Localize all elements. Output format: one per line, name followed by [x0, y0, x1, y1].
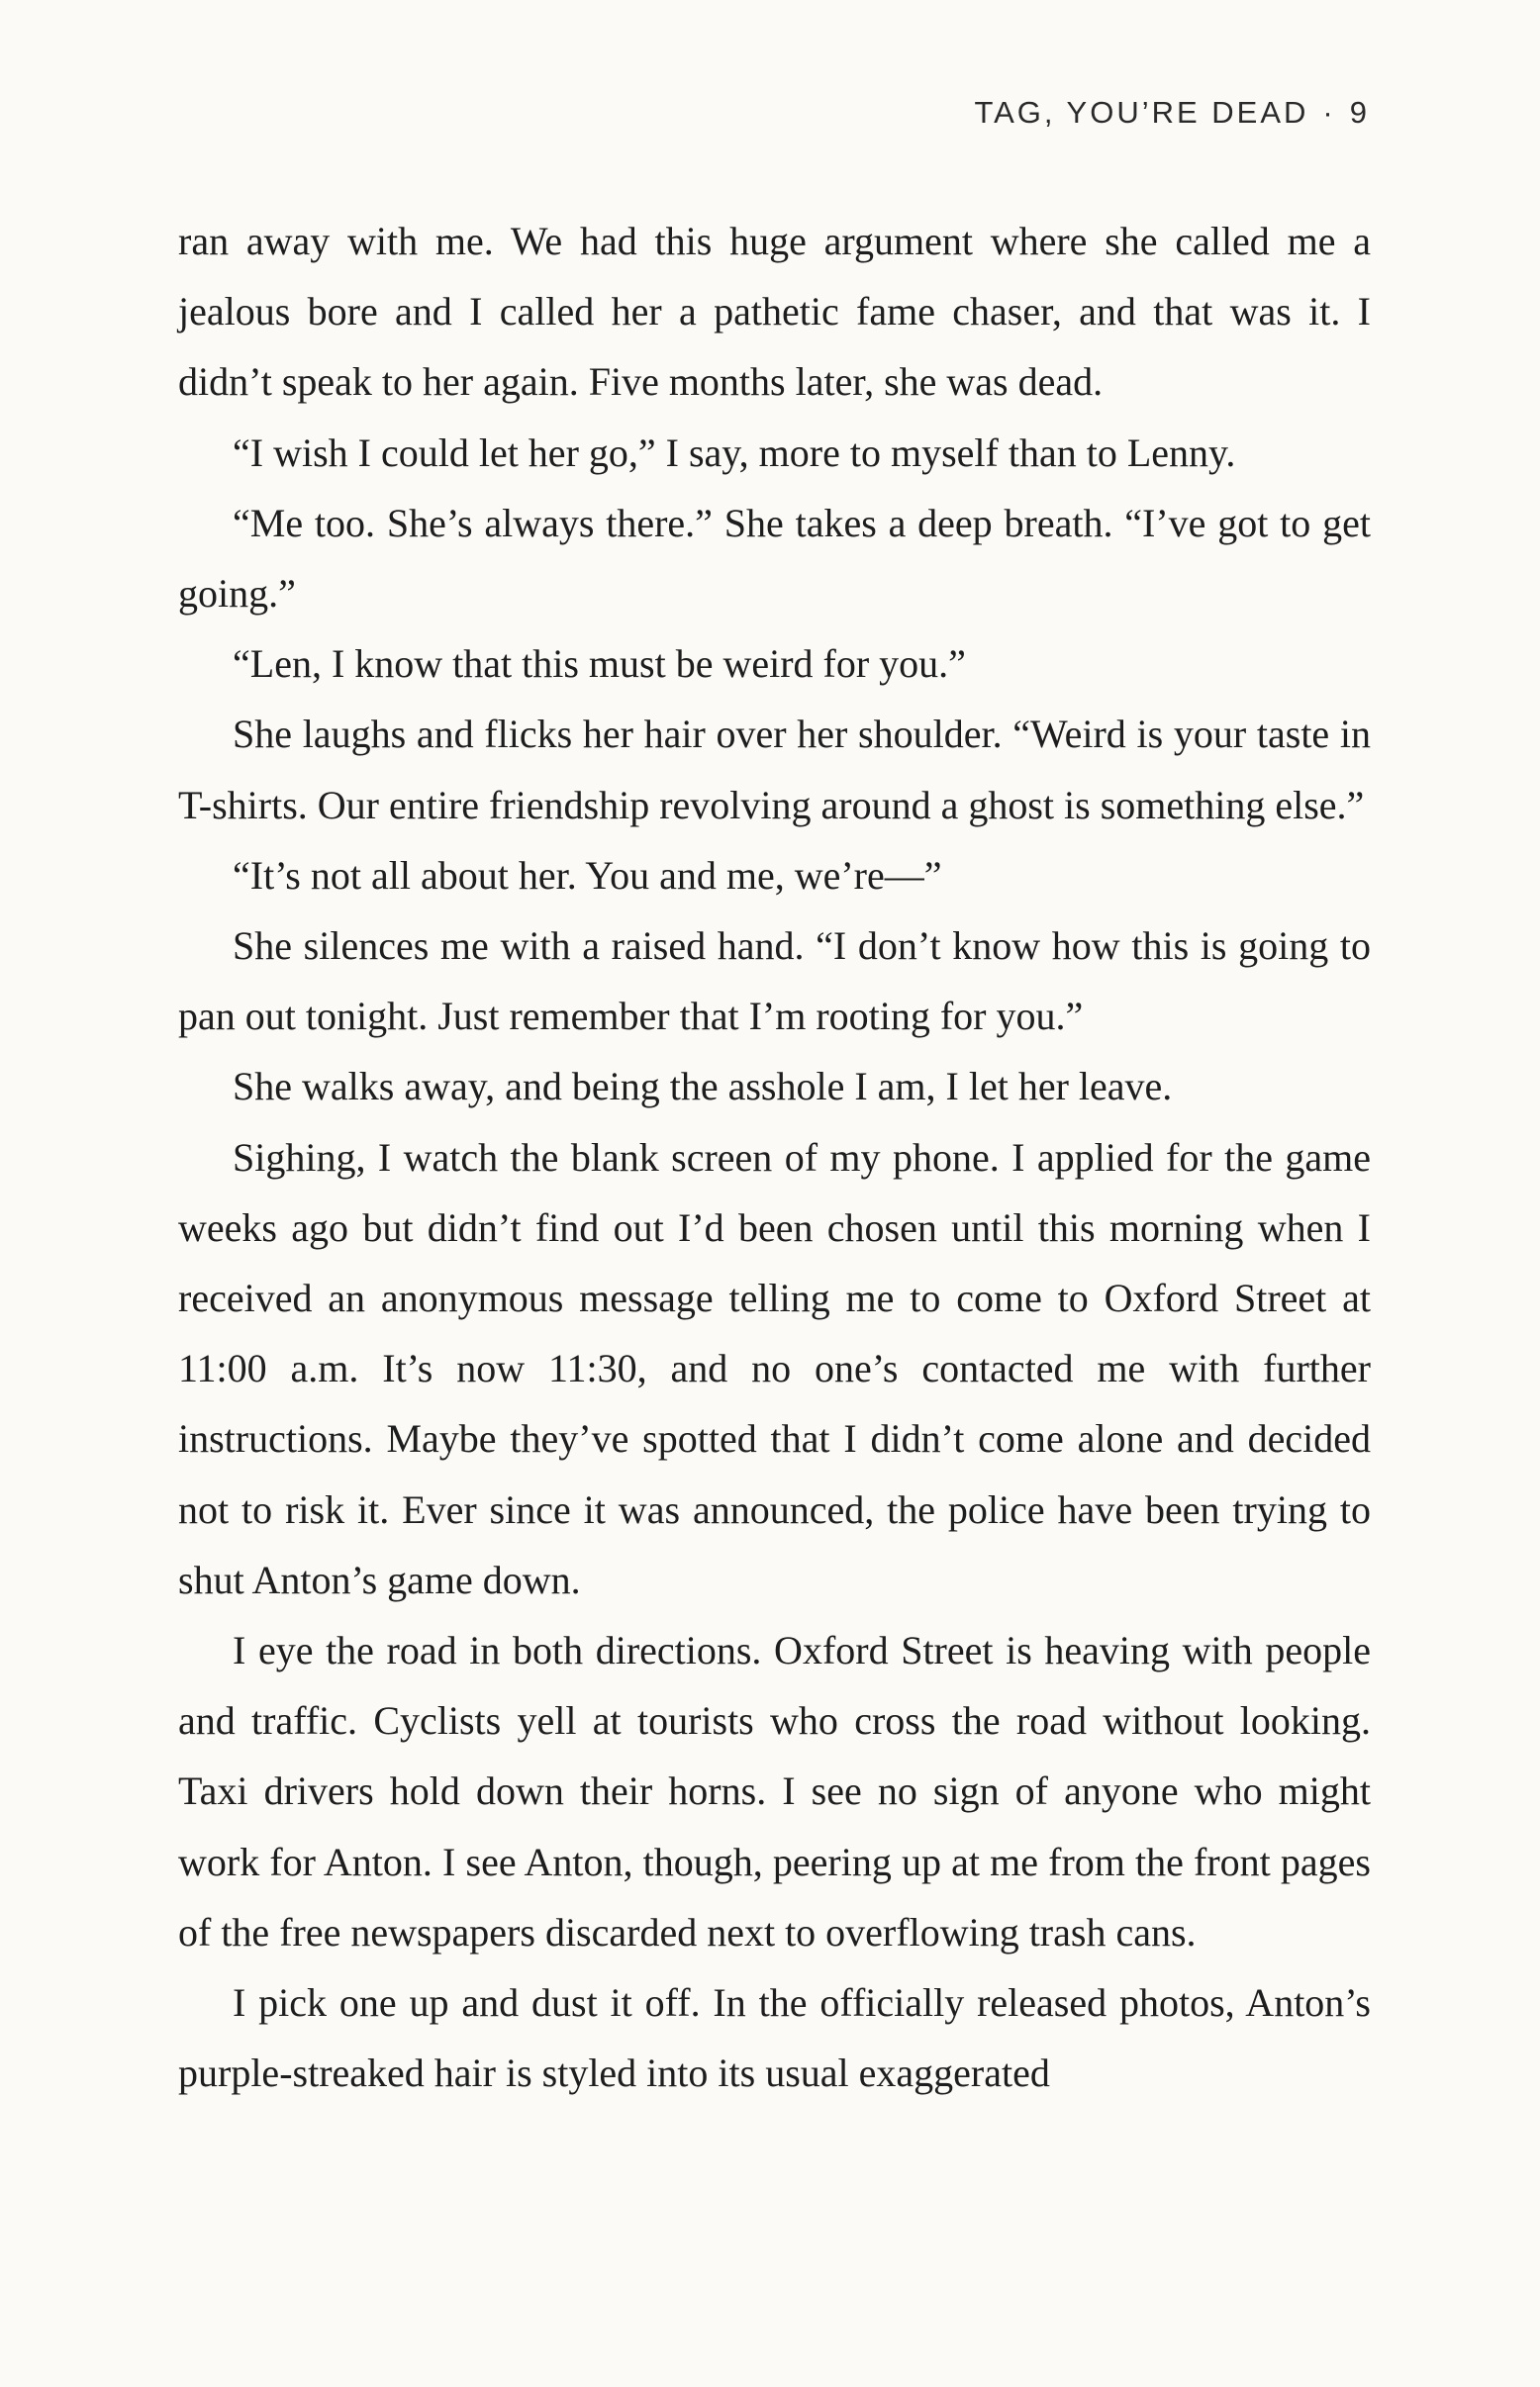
running-head: [974, 95, 1370, 131]
paragraph: I pick one up and dust it off. In the officially released photos, Anton’s purple-streaked hair is styled into its usual exaggerated: [178, 1980, 1371, 2096]
running-head-separator: ·: [1322, 95, 1336, 130]
paragraph: “Me too. She’s always there.” She takes a deep breath. “I’ve got to get going.”: [178, 500, 1371, 617]
body-text: [178, 206, 1371, 2108]
paragraph: Sighing, I watch the blank screen of my phone. I applied for the game weeks ago but didn’t find out I’d been chosen until this morning when I received an anonymous message telling me to come to Oxford Street at 11:00 a.m. It’s now 11:30, and no one’s contacted me with further instructions. Maybe they’ve spotted that I didn’t come alone and decided not to risk it. Ever since it was announced, the police have been trying to shut Anton’s game down.: [178, 1134, 1371, 1602]
running-head-title: TAG, YOU’RE DEAD: [974, 95, 1309, 130]
paragraph: I eye the road in both directions. Oxford Street is heaving with people and traffic. Cyclists yell at tourists who cross the road without looking. Taxi drivers hold down their horns. I see no sign of anyone who might work for Anton. I see Anton, though, peering up at me from the front pages of the free newspapers discarded next to overflowing trash cans.: [178, 1628, 1371, 1955]
paragraph: She walks away, and being the asshole I am, I let her leave.: [233, 1064, 1173, 1109]
paragraph: ran away with me. We had this huge argument where she called me a jealous bore and I called her a pathetic fame chaser, and that was it. I didn’t speak to her again. Five months later, she was dead.: [178, 219, 1371, 405]
paragraph: She silences me with a raised hand. “I don’t know how this is going to pan out tonight. Just remember that I’m rooting for you.”: [178, 923, 1371, 1039]
paragraph: “Len, I know that this must be weird for you.”: [233, 641, 966, 687]
paragraph: “It’s not all about her. You and me, we’re—”: [233, 852, 942, 898]
paragraph: She laughs and flicks her hair over her shoulder. “Weird is your taste in T-shirts. Our entire friendship revolving around a ghost is something else.”: [178, 712, 1371, 827]
page-number: 9: [1349, 95, 1370, 130]
paragraph: “I wish I could let her go,” I say, more to myself than to Lenny.: [233, 430, 1236, 475]
